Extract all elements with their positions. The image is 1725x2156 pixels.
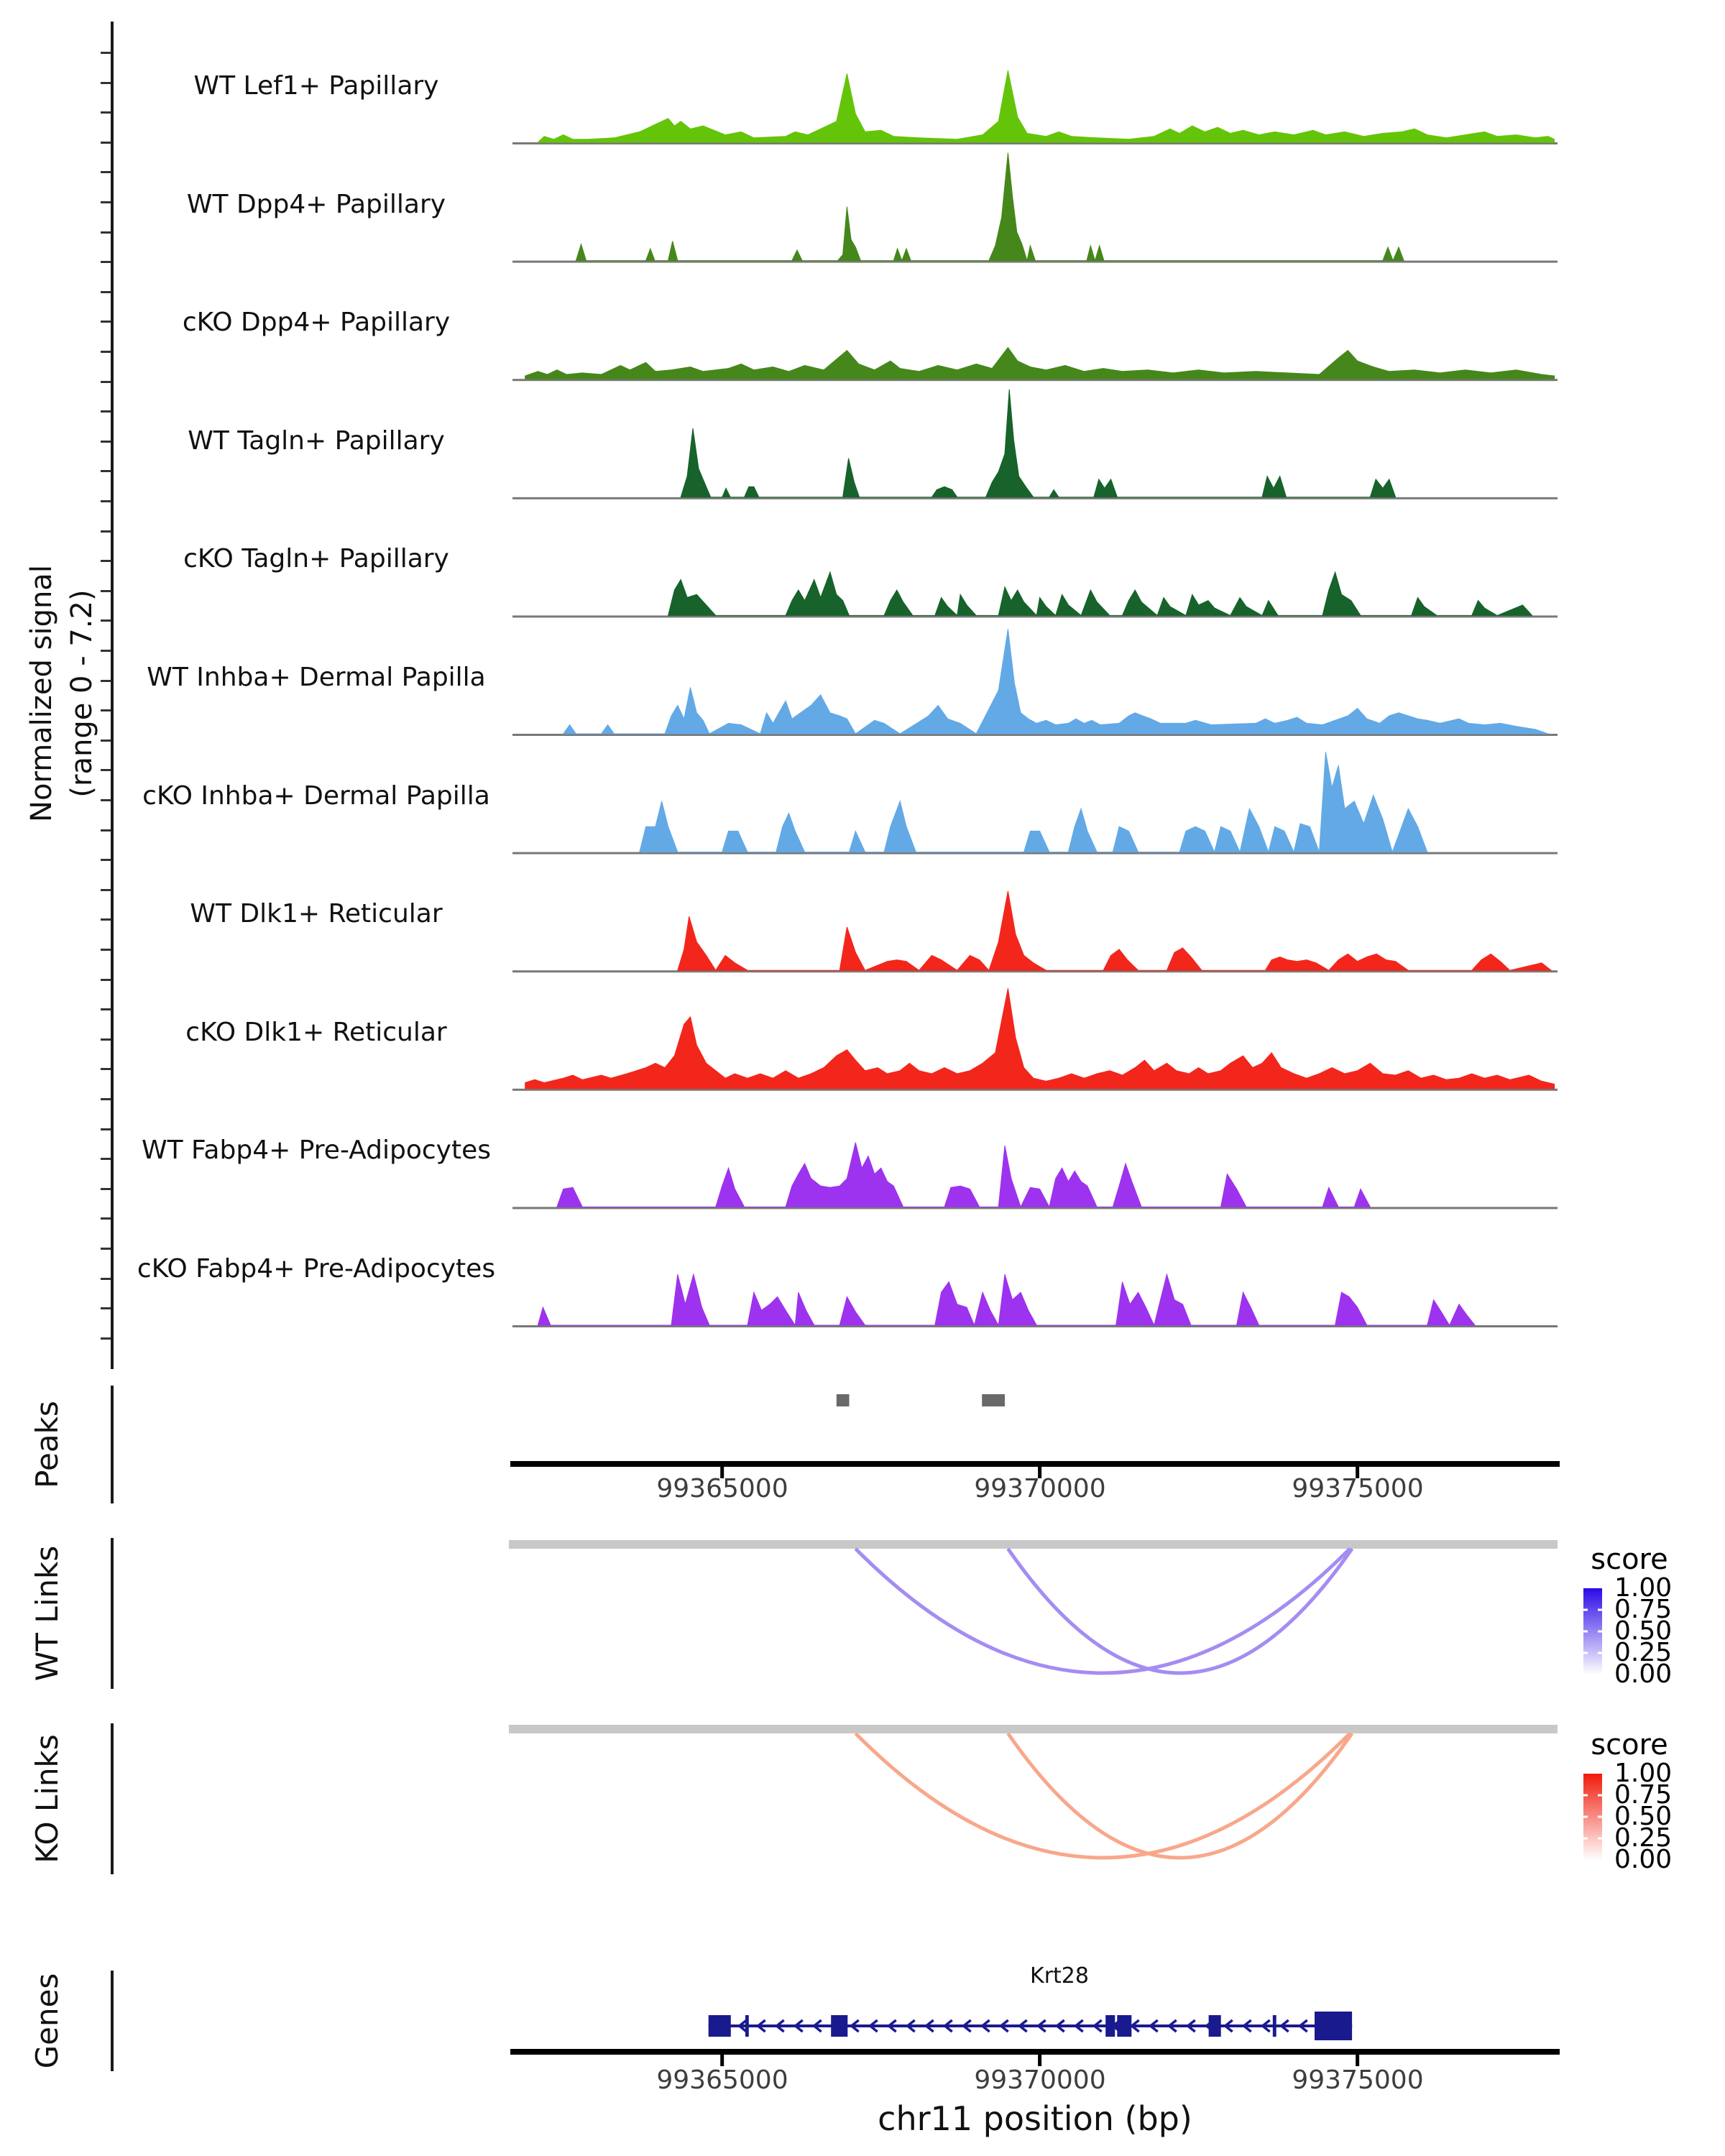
track-label-wt-fabp4-pre-adipocytes: WT Fabp4+ Pre-Adipocytes [142,1135,491,1165]
signal-y-axis-tick [101,171,111,173]
ko-legend-tick [1598,1816,1602,1818]
exon-rect-2 [745,2015,749,2037]
signal-y-axis-tick [101,1188,111,1190]
section-bracket-ko-links [111,1723,114,1874]
section-label-wt-links: WT Links [29,1545,65,1682]
exon-rect-4 [1105,2015,1115,2037]
section-bracket-peaks [111,1386,114,1503]
wt-legend-tick-label-0.50: 0.50 [1614,1616,1673,1646]
wt-legend-tick [1583,1652,1588,1654]
y-axis-label [22,370,108,1017]
exon-rect-7 [1273,2015,1276,2037]
wt-legend-tick-label-0.25: 0.25 [1614,1638,1673,1667]
ko-legend-tick-label-0.75: 0.75 [1614,1780,1673,1810]
peak-rect-1 [837,1394,850,1406]
x-axis-tick-label-1-99365000: 99365000 [656,1474,788,1503]
signal-y-axis-tick [101,111,111,114]
x-axis-line-1 [510,1461,1560,1467]
x-axis-tick-label-1-99375000: 99375000 [1292,1474,1424,1503]
signal-area-cko-dlk1-reticular [525,988,1555,1089]
signal-y-axis-tick [101,1098,111,1100]
y-axis-label-line1: Normalized signal [25,565,58,822]
x-axis-title: chr11 position (bp) [878,2099,1192,2138]
signal-tracks-layer [512,70,1558,1327]
peaks-layer [837,1394,1005,1406]
signal-y-axis-tick [101,1307,111,1309]
ko-links-legend-title: score [1591,1728,1668,1761]
y-axis-label-line2: (range 0 - 7.2) [65,589,98,798]
signal-area-cko-fabp4-pre-adipocytes [538,1274,1475,1325]
section-bracket-wt-links [111,1538,114,1689]
signal-y-axis-tick [101,291,111,293]
signal-y-axis-tick [101,231,111,234]
signal-y-axis-tick [101,1248,111,1250]
x-axis-tick-label-2-99365000: 99365000 [656,2065,788,2095]
wt-legend-tick [1583,1609,1588,1611]
ko-legend-tick [1583,1838,1588,1840]
wt-link-range-bar [509,1540,1558,1549]
x-axis-tick-label-2-99370000: 99370000 [974,2065,1106,2095]
wt-legend-tick [1583,1631,1588,1633]
x-axis-tick-2-99375000 [1356,2055,1359,2066]
signal-area-wt-inhba-dermal-papilla [564,629,1548,734]
wt-legend-tick-label-0.00: 0.00 [1614,1659,1673,1689]
signal-y-axis-tick [101,261,111,263]
wt-legend-tick [1598,1609,1602,1611]
track-label-cko-inhba-dermal-papilla: cKO Inhba+ Dermal Papilla [142,781,490,811]
signal-area-cko-dpp4-papillary [525,348,1555,379]
track-label-cko-dpp4-papillary: cKO Dpp4+ Papillary [182,308,451,337]
signal-area-wt-fabp4-pre-adipocytes [557,1143,1370,1207]
wt-link-arc-1 [855,1549,1350,1673]
signal-area-wt-dpp4-papillary [576,153,1404,261]
track-label-wt-lef1-papillary: WT Lef1+ Papillary [193,71,439,101]
section-bracket-genes [111,1971,114,2071]
track-label-cko-fabp4-pre-adipocytes: cKO Fabp4+ Pre-Adipocytes [137,1254,496,1284]
exon-rect-6 [1209,2015,1221,2037]
signal-y-axis-tick [101,1217,111,1220]
peak-rect-2 [982,1394,1005,1406]
exon-rect-5 [1117,2015,1131,2037]
signal-y-axis-tick [101,1337,111,1340]
signal-area-cko-tagln-papillary [668,572,1532,615]
signal-area-wt-lef1-papillary [538,70,1554,142]
x-axis-line-2 [510,2049,1560,2055]
track-label-wt-inhba-dermal-papilla: WT Inhba+ Dermal Papilla [147,663,486,692]
wt-links-legend-title: score [1591,1543,1668,1576]
signal-area-wt-dlk1-reticular [678,891,1551,970]
ko-legend-tick-label-1.00: 1.00 [1614,1759,1673,1788]
track-label-cko-dlk1-reticular: cKO Dlk1+ Reticular [185,1018,447,1047]
ko-legend-tick-label-0.25: 0.25 [1614,1823,1673,1853]
links-layer [509,1540,1602,1860]
wt-link-arc-2 [1008,1549,1352,1673]
ko-legend-tick [1583,1816,1588,1818]
genes-layer [709,2012,1352,2040]
signal-y-axis-tick [101,351,111,353]
wt-legend-tick [1598,1631,1602,1633]
section-label-peaks: Peaks [29,1401,65,1488]
exon-rect-1 [709,2015,731,2037]
ko-legend-tick [1598,1838,1602,1840]
signal-y-axis-tick [101,1128,111,1130]
signal-y-axis-tick [101,52,111,54]
track-label-wt-tagln-papillary: WT Tagln+ Papillary [188,426,445,456]
signal-area-wt-tagln-papillary [681,390,1395,497]
x-axis-tick-label-1-99370000: 99370000 [974,1474,1106,1503]
wt-legend-tick-label-0.75: 0.75 [1614,1595,1673,1624]
gene-name-label: Krt28 [1030,1963,1089,1989]
wt-legend-tick-label-1.00: 1.00 [1614,1573,1673,1603]
ko-link-range-bar [509,1725,1558,1733]
gene-body-line [709,2024,1352,2027]
exon-rect-3 [831,2015,847,2037]
track-label-wt-dpp4-papillary: WT Dpp4+ Papillary [186,190,446,219]
track-label-wt-dlk1-reticular: WT Dlk1+ Reticular [190,899,443,929]
ko-legend-tick [1598,1795,1602,1797]
signal-y-axis-tick [101,142,111,144]
section-label-ko-links: KO Links [29,1734,65,1864]
section-label-genes: Genes [29,1973,65,2069]
x-axis-tick-label-2-99375000: 99375000 [1292,2065,1424,2095]
x-axis-tick-2-99370000 [1038,2055,1041,2066]
track-label-cko-tagln-papillary: cKO Tagln+ Papillary [183,544,449,573]
signal-area-cko-inhba-dermal-papilla [640,752,1427,852]
x-axis-tick-2-99365000 [720,2055,724,2066]
first-exon-rect [1315,2012,1352,2040]
wt-legend-tick [1598,1652,1602,1654]
ko-legend-tick-label-0.50: 0.50 [1614,1802,1673,1831]
ko-link-arc-2 [1008,1733,1352,1858]
ko-legend-tick-label-0.00: 0.00 [1614,1845,1673,1874]
ko-legend-tick [1583,1795,1588,1797]
ko-link-arc-1 [855,1733,1350,1858]
signal-y-axis-tick [101,1068,111,1070]
